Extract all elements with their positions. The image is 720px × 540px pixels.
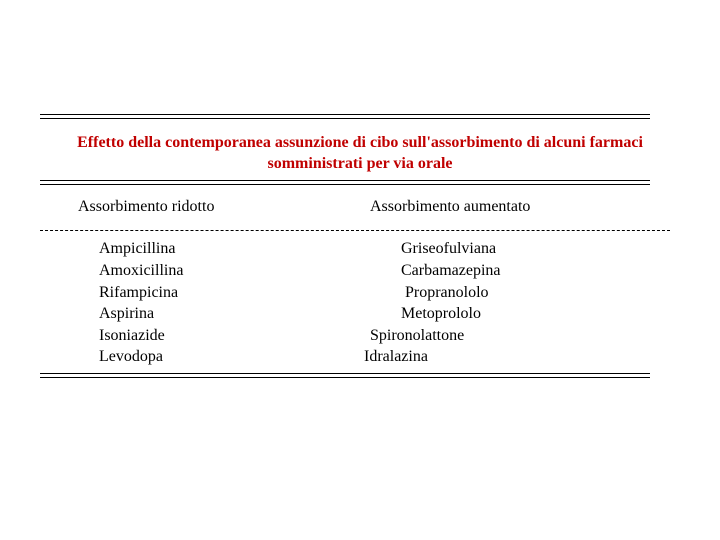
drug-increased: Spironolattone [370, 327, 465, 344]
drug-reduced: Amoxicillina [99, 262, 184, 279]
drug-reduced: Rifampicina [99, 284, 179, 301]
drug-reduced: Isoniazide [99, 327, 165, 344]
drug-increased: Propranololo [405, 284, 489, 301]
header-dashed-rule [40, 230, 670, 231]
top-double-rule [40, 114, 650, 119]
drug-reduced: Ampicillina [99, 240, 176, 257]
drug-increased: Metoprololo [401, 305, 481, 322]
column-header-reduced-absorption: Assorbimento ridotto [78, 198, 215, 215]
drug-increased: Idralazina [364, 348, 428, 365]
drug-increased: Carbamazepina [401, 262, 501, 279]
table-title-line-2: somministrati per via orale [267, 155, 453, 172]
drug-reduced: Levodopa [99, 348, 163, 365]
title-bottom-double-rule [40, 180, 650, 185]
bottom-double-rule [40, 373, 650, 378]
drug-reduced: Aspirina [99, 305, 155, 322]
table-title-line-1: Effetto della contemporanea assunzione di cibo sull'assorbimento di alcuni farmaci [77, 134, 643, 151]
drug-increased: Griseofulviana [401, 240, 497, 257]
column-header-increased-absorption: Assorbimento aumentato [370, 198, 531, 215]
